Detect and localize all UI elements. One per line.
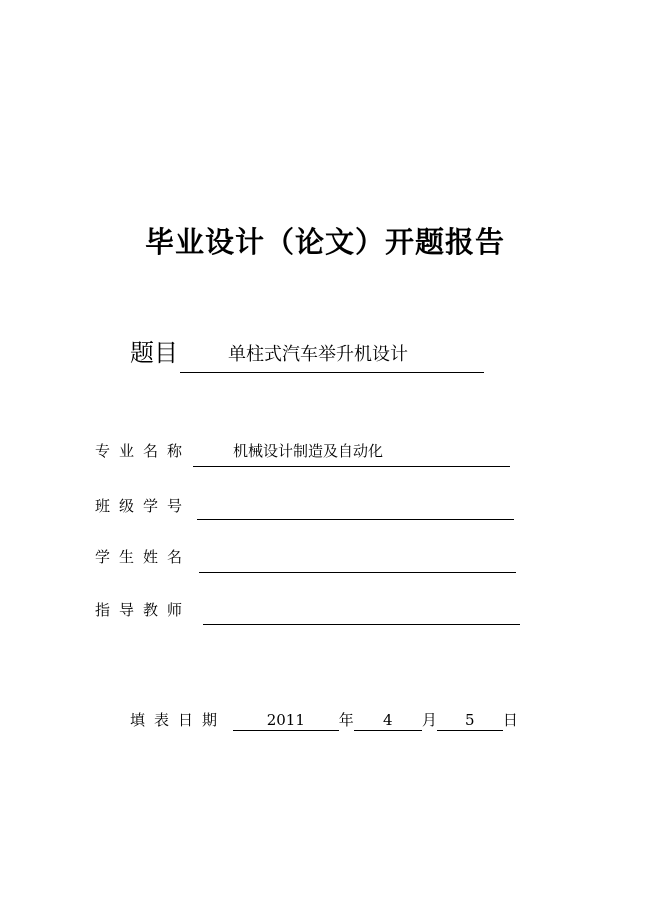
topic-underline bbox=[180, 372, 484, 373]
fill-date-label: 填表日期 bbox=[130, 711, 227, 729]
fill-date-day: 5 bbox=[437, 710, 503, 731]
class-id-label: 班级学号 bbox=[95, 497, 192, 515]
page-title: 毕业设计（论文）开题报告 bbox=[144, 225, 505, 259]
fill-date-day-unit: 日 bbox=[502, 711, 518, 729]
major-value: 机械设计制造及自动化 bbox=[233, 442, 384, 460]
topic-value: 单柱式汽车举升机设计 bbox=[228, 344, 408, 365]
student-name-underline bbox=[199, 572, 516, 573]
advisor-underline bbox=[203, 624, 520, 625]
student-name-label: 学生姓名 bbox=[95, 548, 192, 566]
major-label: 专业名称 bbox=[95, 442, 192, 460]
fill-date-year-unit: 年 bbox=[338, 711, 354, 729]
major-underline bbox=[193, 466, 510, 467]
fill-date-year: 2011 bbox=[233, 710, 339, 731]
fill-date-month-unit: 月 bbox=[421, 711, 437, 729]
advisor-label: 指导教师 bbox=[95, 601, 192, 619]
fill-date-month: 4 bbox=[354, 710, 422, 731]
fill-date-row bbox=[130, 709, 518, 731]
topic-label: 题目 bbox=[130, 339, 178, 367]
class-id-underline bbox=[197, 519, 514, 520]
